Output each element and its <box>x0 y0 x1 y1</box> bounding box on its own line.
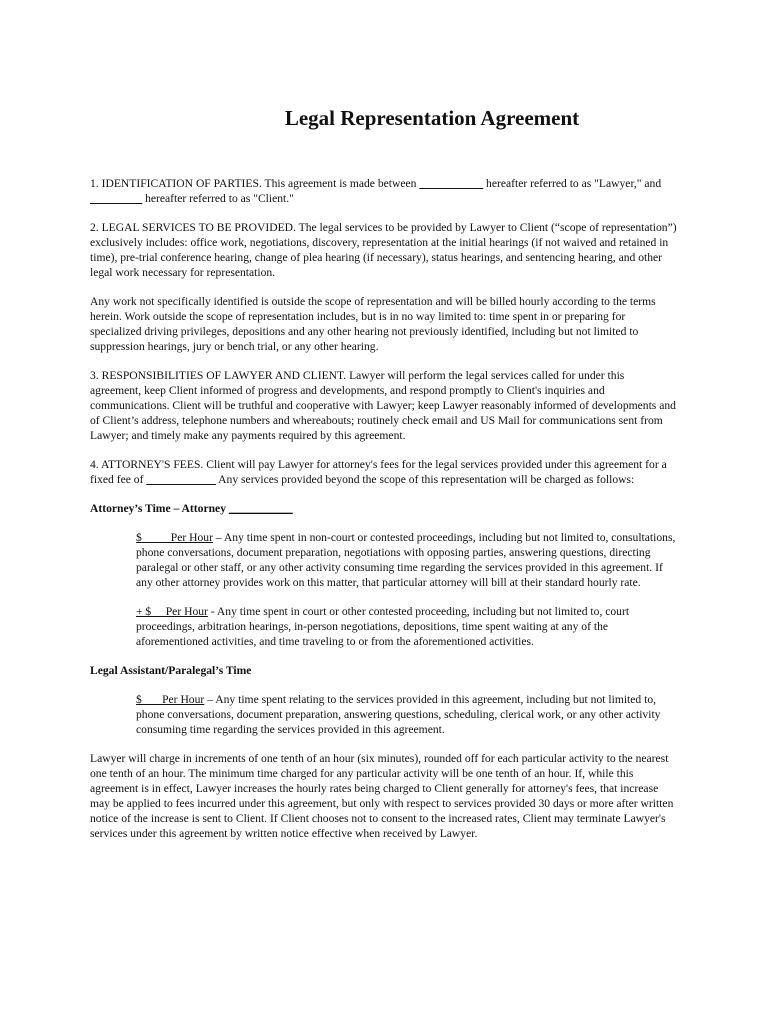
document-title: Legal Representation Agreement <box>284 106 580 130</box>
rate1-link[interactable]: $_____Per Hour <box>136 531 213 544</box>
rate2-text: - Any time spent in court or other contested proceeding, including but not limited to, court proceedings, arbitration hearings, in-person negotiations, depositions, time spent waiting at any of the aforementioned activities, and time traveling to or from the aforementioned activities. <box>136 605 630 648</box>
fixed-fee-blank[interactable]: ____________ <box>146 473 216 486</box>
lawyer-name-blank[interactable]: ___________ <box>419 177 484 190</box>
attorney-time-heading <box>90 501 678 516</box>
attorney-time-label: Attorney’s Time – Attorney <box>90 502 226 515</box>
billing-paragraph: Lawyer will charge in increments of one tenth of an hour (six minutes), rounded off for each particular activity to the nearest one tenth of an hour. The minimum time charged for any particular activity will be one tenth of an hour. If, while this agreement is in effect, Lawyer increases the hourly rates being charged to Client generally for attorney's fees, that increase may be applied to fees incurred under this agreement, but only with respect to services provided 30 days or more after written notice of the increase is sent to Client. If Client chooses not to consent to the increased rates, Client may terminate Lawyer's services under this agreement by written notice effective when received by Lawyer. <box>90 752 674 840</box>
attorney-name-blank[interactable]: ___________ <box>228 502 293 515</box>
section4-text-b: Any services provided beyond the scope of this representation will be charged as follows: <box>218 473 635 486</box>
rate3-link[interactable]: $___ Per Hour <box>136 693 205 706</box>
rate2-link[interactable]: + $__ Per Hour <box>136 605 208 618</box>
paralegal-rate <box>136 692 678 737</box>
section-legal-services: 2. LEGAL SERVICES TO BE PROVIDED. The legal services to be provided by Lawyer to Client (“scope of representation”) exclusively includes: office work, negotiations, discovery, representation at the initial hearings (if not waived and retained in time), pre-trial conference hearing, change of plea hearing (if necessary), status hearings, and sentencing hearing, and other legal work necessary for representation. <box>90 221 677 279</box>
paralegal-time-heading: Legal Assistant/Paralegal’s Time <box>90 664 252 677</box>
attorney-rate-court <box>136 604 678 649</box>
section-identification <box>90 176 678 206</box>
rate1-text: – Any time spent in non-court or contested proceedings, including but not limited to, consultations, phone conversations, document preparation, negotiations with opposing parties, answering questions, directing paralegal or other staff, or any other activity consuming time regarding the services provided in this agreement. If any other attorney provides work on this matter, that particular attorney will bill at their standard hourly rate. <box>136 531 676 589</box>
section4-text-a: 4. ATTORNEY'S FEES. Client will pay Lawyer for attorney's fees for the legal services provided under this agreement for a fixed fee of <box>90 458 667 486</box>
attorney-rate-non-court <box>136 530 678 590</box>
section1-text-c: hereafter referred to as "Client." <box>145 192 294 205</box>
scope-paragraph: Any work not specifically identified is outside the scope of representation and will be billed hourly according to the terms herein. Work outside the scope of representation includes, but is in no way limited to: time spent in or preparing for specialized driving privileges, depositions and any other hearing not previously identified, including but not limited to suppression hearings, jury or bench trial, or any other hearing. <box>90 295 656 353</box>
section1-text-b: hereafter referred to as "Lawyer," and <box>486 177 662 190</box>
section-responsibilities: 3. RESPONSIBILITIES OF LAWYER AND CLIENT. Lawyer will perform the legal services called for under this agreement, keep Client informed of progress and developments, and respond promptly to Client's inquiries and communications. Client will be truthful and cooperative with Lawyer; keep Lawyer reasonably informed of developments and of Client’s address, telephone numbers and whereabouts; routinely check email and US Mail for communications sent from Lawyer; and timely make any payments required by this agreement. <box>90 369 676 442</box>
client-name-blank[interactable]: _________ <box>90 192 143 205</box>
rate3-text: – Any time spent relating to the services provided in this agreement, including but not limited to, phone conversations, document preparation, answering questions, scheduling, clerical work, or any other activity consuming time regarding the services provided in this agreement. <box>136 693 661 736</box>
section1-text-a: 1. IDENTIFICATION OF PARTIES. This agreement is made between <box>90 177 417 190</box>
document-body <box>90 176 678 855</box>
section-fees <box>90 457 678 487</box>
